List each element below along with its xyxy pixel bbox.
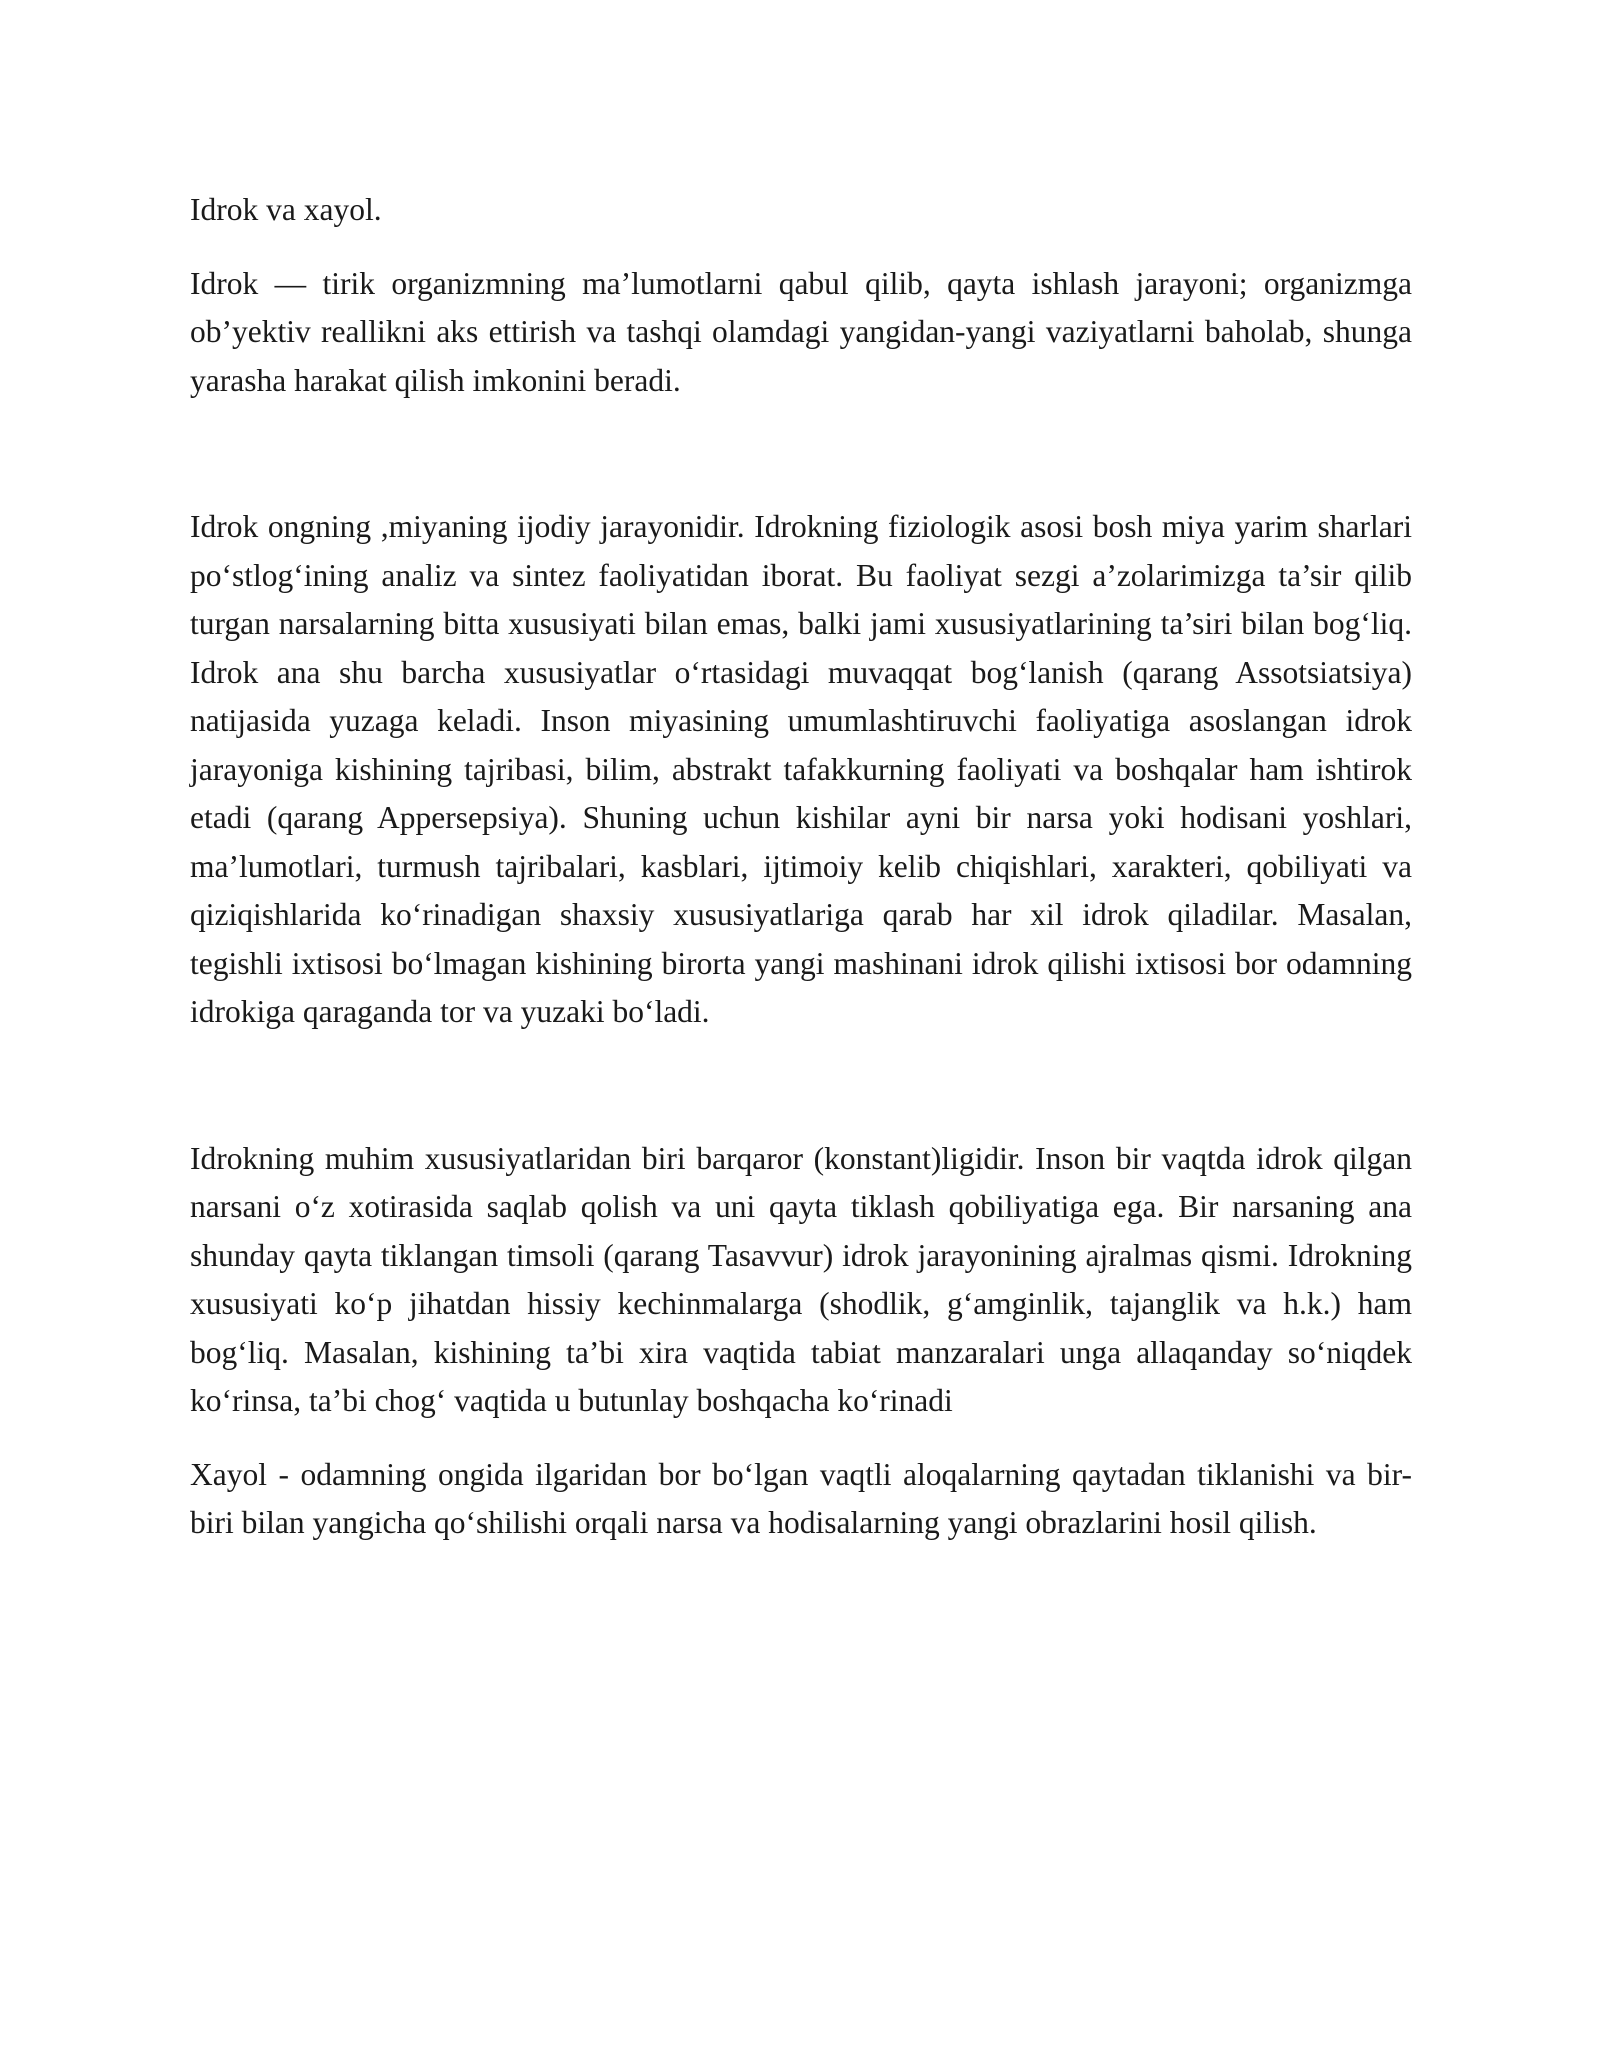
paragraph-idrok-physiology: Idrok ongning ,miyaning ijodiy jarayonidir. Idrokning fiziologik asosi bosh miya yarim sharlari po‘stlog‘ining analiz va sintez faoliyatidan iborat. Bu faoliyat sezgi a’zolarimizga ta’sir qilib turgan narsalarning bitta xususiyati bilan emas, balki jami xususiyatlarining ta’siri bilan bog‘liq. Idrok ana shu barcha xususiyatlar o‘rtasidagi muvaqqat bog‘lanish (qarang Assotsiatsiya) natijasida yuzaga keladi. Inson miyasining umumlashtiruvchi faoliyatiga asoslangan idrok jarayoniga kishining tajribasi, bilim, abstrakt tafakkurning faoliyati va boshqalar ham ishtirok etadi (qarang Appersepsiya). Shuning uchun kishilar ayni bir narsa yoki hodisani yoshlari, ma’lumotlari, turmush tajribalari, kasblari, ijtimoiy kelib chiqishlari, xarakteri, qobiliyati va qiziqishlarida ko‘rinadigan shaxsiy xususiyatlariga qarab har xil idrok qiladilar. Masalan, tegishli ixtisosi bo‘lmagan kishining birorta yangi mashinani idrok qilishi ixtisosi bor odamning idrokiga qaraganda tor va yuzaki bo‘ladi. — [190, 509, 1412, 1029]
paragraph-idrok-constancy: Idrokning muhim xususiyatlaridan biri barqaror (konstant)ligidir. Inson bir vaqtda idrok qilgan narsani o‘z xotirasida saqlab qolish va uni qayta tiklash qobiliyatiga ega. Bir narsaning ana shunday qayta tiklangan timsoli (qarang Tasavvur) idrok jarayonining ajralmas qismi. Idrokning xususiyati ko‘p jihatdan hissiy kechinmalarga (shodlik, g‘amginlik, tajanglik va h.k.) ham bog‘liq. Masalan, kishining ta’bi xira vaqtida tabiat manzaralari unga allaqanday so‘niqdek ko‘rinsa, ta’bi chog‘ vaqtida u butunlay boshqacha ko‘rinadi — [190, 1140, 1412, 1418]
document-title: Idrok va xayol. — [190, 192, 382, 227]
document-page — [190, 186, 1412, 1548]
paragraph-xayol-definition: Xayol - odamning ongida ilgaridan bor bo‘lgan vaqtli aloqalarning qaytadan tiklanishi va bir-biri bilan yangicha qo‘shilishi orqali narsa va hodisalarning yangi obrazlarini hosil qilish. — [190, 1456, 1412, 1540]
paragraph-idrok-definition: Idrok — tirik organizmning ma’lumotlarni qabul qilib, qayta ishlash jarayoni; organizmga ob’yektiv reallikni aks ettirish va tashqi olamdagi yangidan-yangi vaziyatlarni baholab, shunga yarasha harakat qilish imkonini beradi. — [190, 265, 1412, 398]
